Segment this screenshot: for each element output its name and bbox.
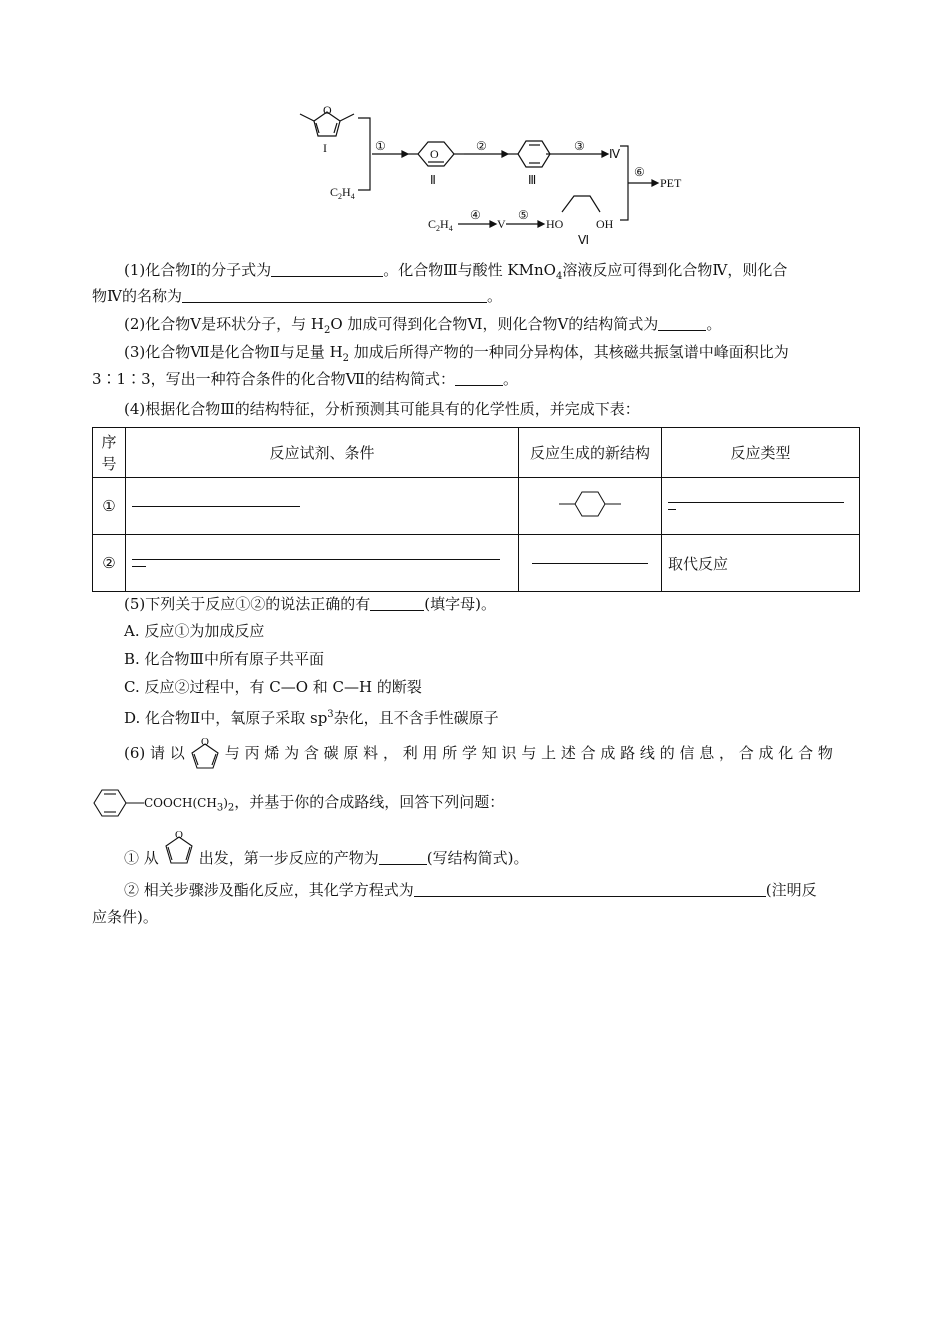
q1-text-c: 溶液反应可得到化合物Ⅳ，则化合	[562, 261, 788, 279]
label-II: Ⅱ	[430, 173, 436, 187]
option-d-text-b: 杂化，且不含手性碳原子	[333, 709, 499, 727]
step-3: ③	[574, 139, 585, 153]
header-no: 序号	[93, 428, 126, 478]
label-V: V	[497, 217, 506, 231]
q1-answer-blank-2[interactable]	[182, 286, 487, 303]
question-1-cont	[92, 283, 860, 309]
q5-text-a: (5)下列关于反应①②的说法正确的有	[124, 595, 371, 613]
label-IV: Ⅳ	[609, 147, 621, 161]
table-header-row	[93, 428, 860, 478]
question-6-target	[92, 785, 860, 819]
q6-s1-text-b: 出发，第一步反应的产物为	[198, 849, 379, 867]
option-d	[92, 702, 860, 731]
row1-type-blank-tail	[668, 509, 676, 510]
oh-label: OH	[596, 217, 614, 231]
table-row	[93, 478, 860, 535]
svg-text:O: O	[200, 736, 209, 748]
option-c: C. 反应②过程中，有 C—O 和 C—H 的断裂	[124, 678, 422, 696]
row2-structure-cell	[519, 535, 662, 592]
q3-text-b: 加成后所得产物的一种同分异构体，其核磁共振氢谱中峰面积比为	[349, 343, 789, 361]
q6-s1-text-c: (写结构简式)。	[426, 849, 529, 867]
q6-text-b: 与 丙 烯 为 含 碳 原 料 ， 利 用 所 学 知 识 与 上 述 合 成 路 线 的 信 息 ， 合 成 化 合 物	[224, 744, 833, 762]
header-reagent: 反应试剂、条件	[126, 428, 519, 478]
q6-s1-text-a: ① 从	[124, 849, 159, 867]
option-b: B. 化合物Ⅲ中所有原子共平面	[124, 650, 325, 668]
c2h4-top: $C_2H_4$	[330, 185, 355, 201]
question-6	[92, 733, 860, 773]
row1-reagent-blank[interactable]	[132, 506, 300, 507]
header-type: 反应类型	[662, 428, 860, 478]
step-6: ⑥	[634, 165, 645, 179]
q6-s2-text-a: ② 相关步骤涉及酯化反应，其化学方程式为	[124, 881, 414, 899]
q3-sub: 2	[342, 353, 350, 364]
row1-reagent-cell	[126, 478, 519, 535]
q5-answer-blank[interactable]	[370, 594, 424, 611]
step-1: ①	[375, 139, 386, 153]
header-structure: 反应生成的新结构	[519, 428, 662, 478]
furan-icon-2	[159, 825, 199, 869]
q3-text-c: 3∶1∶3，写出一种符合条件的化合物Ⅶ的结构简式：	[92, 370, 455, 388]
option-d-text-a: D. 化合物Ⅱ中，氧原子采取 sp	[124, 709, 328, 727]
q2-answer-blank[interactable]	[658, 314, 706, 331]
q2-text-c: 。	[706, 315, 722, 333]
question-6-step1	[92, 823, 860, 873]
row2-reagent-blank[interactable]	[132, 559, 500, 560]
row1-type-blank[interactable]	[668, 502, 844, 503]
row1-type-cell	[662, 478, 860, 535]
q6-s1-answer-blank[interactable]	[379, 848, 427, 865]
step-5: ⑤	[518, 208, 529, 222]
row2-reagent-blank-tail	[132, 566, 146, 567]
option-d-sup: 3	[327, 709, 334, 720]
q3-text-d: 。	[503, 370, 519, 388]
question-6-step2	[92, 877, 860, 903]
cyclohexane-structure-icon	[555, 484, 625, 524]
q3-answer-blank[interactable]	[455, 369, 503, 386]
q1-answer-blank-1[interactable]	[271, 260, 383, 277]
option-a: A. 反应①为加成反应	[124, 622, 265, 640]
q2-text-b: O 加成可得到化合物Ⅵ，则化合物Ⅴ的结构简式为	[330, 315, 659, 333]
q1-text-b: 。化合物Ⅲ与酸性 KMnO	[383, 261, 556, 279]
q5-text-b: (填字母)。	[424, 595, 496, 613]
row1-no: ①	[93, 478, 126, 535]
properties-table	[92, 427, 860, 592]
c2h4-bottom: $C_2H_4$	[428, 217, 453, 233]
row2-no: ②	[93, 535, 126, 592]
q1-sub: 4	[555, 271, 563, 282]
q6-s2-answer-blank[interactable]	[414, 880, 766, 897]
ho-label: HO	[546, 217, 564, 231]
o-atom-II: O	[430, 147, 439, 161]
question-4: (4)根据化合物Ⅲ的结构特征，分析预测其可能具有的化学性质，并完成下表：	[124, 400, 640, 418]
furan-icon	[185, 734, 225, 774]
q1-text-d: 物Ⅳ的名称为	[92, 287, 182, 305]
q6-text-c: ，并基于你的合成路线，回答下列问题：	[234, 793, 505, 811]
row2-reagent-cell	[126, 535, 519, 592]
target-formula: $COOCH(CH_3)_2$	[144, 796, 235, 814]
step-4: ④	[470, 208, 481, 222]
q2-sub: 2	[323, 325, 331, 336]
table-row	[93, 535, 860, 592]
q6-text-a: (6) 请 以	[124, 744, 185, 762]
q1-text-e: 。	[487, 287, 503, 305]
question-6-step2-cont: 应条件)。	[92, 908, 158, 926]
pet-label: PET	[660, 176, 682, 190]
row2-type: 取代反应	[662, 535, 860, 592]
label-I: I	[323, 141, 327, 155]
label-VI: Ⅵ	[578, 233, 590, 247]
label-III: Ⅲ	[528, 173, 537, 187]
svg-text:O: O	[174, 829, 183, 841]
step-2: ②	[476, 139, 487, 153]
reaction-scheme	[290, 92, 710, 252]
q2-text-a: (2)化合物Ⅴ是环状分子，与 H	[124, 315, 324, 333]
o-atom-I: O	[323, 103, 332, 117]
q6-s2-text-b: (注明反	[765, 881, 817, 899]
q1-text-a: (1)化合物Ⅰ的分子式为	[124, 261, 272, 279]
question-3-cont	[92, 366, 860, 392]
row2-structure-blank[interactable]	[532, 563, 648, 564]
benzene-icon	[92, 787, 144, 819]
q3-text-a: (3)化合物Ⅶ是化合物Ⅱ与足量 H	[124, 343, 343, 361]
question-5	[92, 591, 860, 617]
row1-structure-cell	[519, 478, 662, 535]
